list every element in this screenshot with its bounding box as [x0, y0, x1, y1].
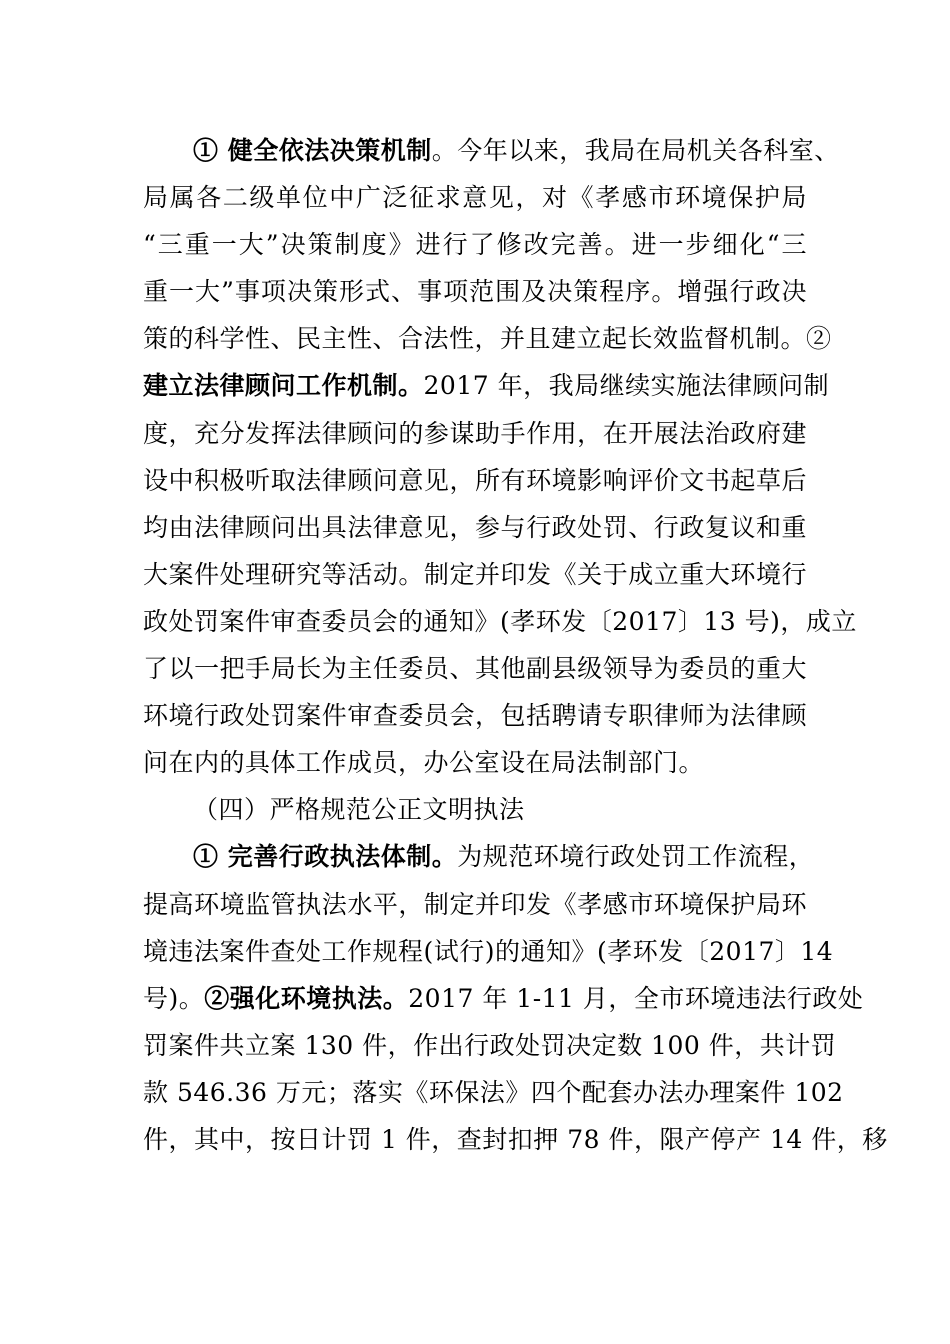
paragraph-line: 环境行政处罚案件审查委员会，包括聘请专职律师为法律顾: [143, 701, 807, 731]
bold-heading: 建立法律顾问工作机制。: [143, 371, 424, 401]
paragraph-line: 了以一把手局长为主任委员、其他副县级领导为委员的重大: [143, 654, 807, 684]
paragraph-line: ① 完善行政执法体制。为规范环境行政处罚工作流程，: [193, 842, 815, 872]
paragraph-line: 境违法案件查处工作规程(试行)的通知》(孝环发〔2017〕14: [143, 936, 834, 966]
paragraph-line: 政处罚案件审查委员会的通知》(孝环发〔2017〕13 号)，成立: [143, 606, 857, 636]
paragraph-line: 局属各二级单位中广泛征求意见，对《孝感市环境保护局: [143, 183, 807, 213]
paragraph-line: 款 546.36 万元；落实《环保法》四个配套办法办理案件 102: [143, 1077, 844, 1107]
bold-heading: ②强化环境执法。: [204, 983, 409, 1013]
paragraph-line: 策的科学性、民主性、合法性，并且建立起长效监督机制。②: [143, 324, 832, 354]
paragraph-line: 提高环境监管执法水平，制定并印发《孝感市环境保护局环: [143, 889, 807, 919]
paragraph-line: ① 健全依法决策机制。今年以来，我局在局机关各科室、: [193, 136, 840, 165]
paragraph-line: 件，其中，按日计罚 1 件，查封扣押 78 件，限产停产 14 件，移: [143, 1124, 888, 1154]
paragraph-line: 罚案件共立案 130 件，作出行政处罚决定数 100 件，共计罚: [143, 1030, 837, 1060]
paragraph-line: 设中积极听取法律顾问意见，所有环境影响评价文书起草后: [143, 465, 807, 495]
body-text: [143, 127, 888, 1163]
paragraph-line: 大案件处理研究等活动。制定并印发《关于成立重大环境行: [143, 559, 807, 589]
paragraph-line: 度，充分发挥法律顾问的参谋助手作用，在开展法治政府建: [143, 418, 807, 448]
paragraph-line: 号)。②强化环境执法。2017 年 1-11 月，全市环境违法行政处: [143, 983, 864, 1013]
paragraph-line: 建立法律顾问工作机制。2017 年，我局继续实施法律顾问制: [143, 371, 830, 401]
paragraph-line: 重一大”事项决策形式、事项范围及决策程序。增强行政决: [143, 277, 807, 307]
bold-heading: ① 完善行政执法体制。: [193, 842, 458, 872]
section-heading: （四）严格规范公正文明执法: [193, 795, 525, 825]
paragraph-line: “三重一大”决策制度》进行了修改完善。进一步细化“三: [143, 230, 807, 260]
paragraph-line: 均由法律顾问出具法律意见，参与行政处罚、行政复议和重: [143, 512, 807, 542]
paragraph-line: 问在内的具体工作成员，办公室设在局法制部门。: [143, 748, 705, 778]
bold-heading: ① 健全依法决策机制: [193, 136, 432, 165]
